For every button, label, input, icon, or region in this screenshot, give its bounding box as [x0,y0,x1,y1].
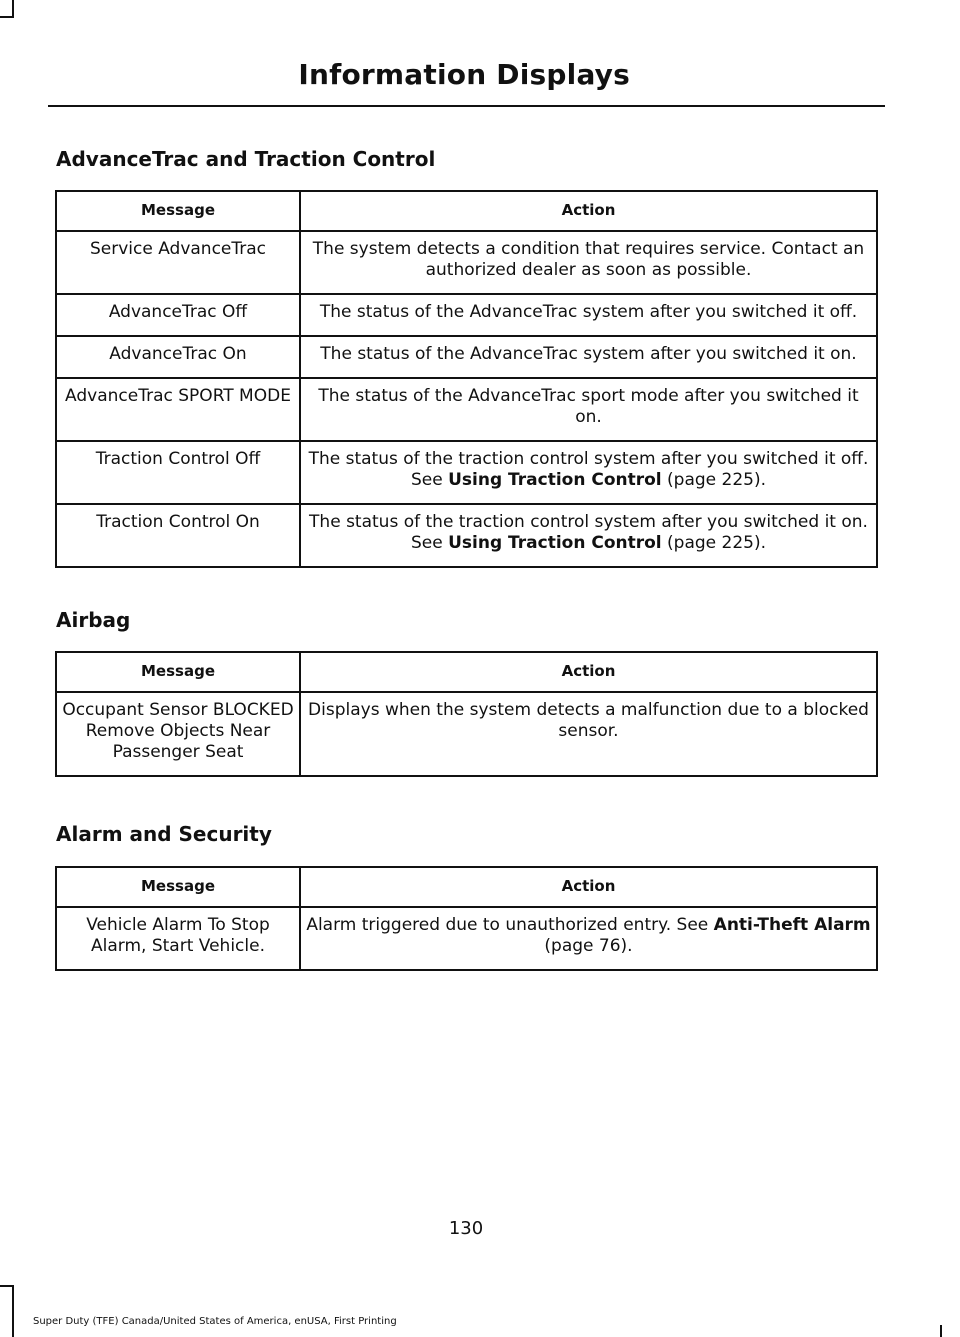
column-header-action: Action [300,867,877,907]
action-text: The status of the traction control system after you switched it off. See [308,449,869,490]
page-number: 130 [448,1218,484,1239]
page-reference: (page 225). [661,533,767,553]
action-cell [300,907,877,970]
column-header-action: Action [300,191,877,231]
column-header-action: Action [300,652,877,692]
crop-mark-bottom-left [0,1285,14,1287]
message-cell: AdvanceTrac On [56,336,300,378]
table-row [56,336,877,378]
action-cell: The status of the AdvanceTrac system after you switched it on. [300,336,877,378]
table-header-row [56,191,877,231]
message-cell: Vehicle Alarm To Stop Alarm, Start Vehicle. [56,907,300,970]
page-reference: (page 76). [544,936,633,956]
crop-mark-bottom-left [12,1285,14,1337]
cross-reference-link[interactable]: Using Traction Control [448,533,662,553]
table-row [56,378,877,441]
table-row [56,692,877,776]
message-cell: Traction Control On [56,504,300,567]
message-cell: AdvanceTrac SPORT MODE [56,378,300,441]
action-cell [300,504,877,567]
action-cell: The system detects a condition that requires service. Contact an authorized dealer as soon as possible. [300,231,877,294]
column-header-message: Message [56,652,300,692]
message-cell: AdvanceTrac Off [56,294,300,336]
column-header-message: Message [56,191,300,231]
edition-footer: Super Duty (TFE) Canada/United States of America, enUSA, First Printing [33,1316,397,1327]
table-row [56,441,877,504]
airbag-table [55,651,878,777]
page-reference: (page 225). [661,470,767,490]
action-cell [300,441,877,504]
action-cell: The status of the AdvanceTrac system after you switched it off. [300,294,877,336]
action-cell: Displays when the system detects a malfunction due to a blocked sensor. [300,692,877,776]
table-header-row [56,652,877,692]
section-heading-alarm-security: Alarm and Security [56,822,272,846]
table-row [56,294,877,336]
table-row [56,907,877,970]
title-divider [48,105,885,107]
table-header-row [56,867,877,907]
alarm-security-table [55,866,878,971]
action-text: Alarm triggered due to unauthorized entry. See [306,915,714,935]
advancetrac-table [55,190,878,568]
page-title: Information Displays [298,58,630,91]
column-header-message: Message [56,867,300,907]
section-heading-advancetrac: AdvanceTrac and Traction Control [56,147,436,171]
message-cell: Occupant Sensor BLOCKED Remove Objects Near Passenger Seat [56,692,300,776]
cross-reference-link[interactable]: Using Traction Control [448,470,662,490]
action-cell: The status of the AdvanceTrac sport mode after you switched it on. [300,378,877,441]
table-row [56,231,877,294]
crop-mark-top-left [12,0,14,16]
message-cell: Traction Control Off [56,441,300,504]
message-cell: Service AdvanceTrac [56,231,300,294]
action-text: The status of the traction control system after you switched it on. See [309,512,868,553]
cross-reference-link[interactable]: Anti-Theft Alarm [713,915,871,935]
crop-mark-top-left [0,16,14,18]
table-row [56,504,877,567]
crop-mark-bottom-right [940,1325,942,1337]
section-heading-airbag: Airbag [56,608,131,632]
